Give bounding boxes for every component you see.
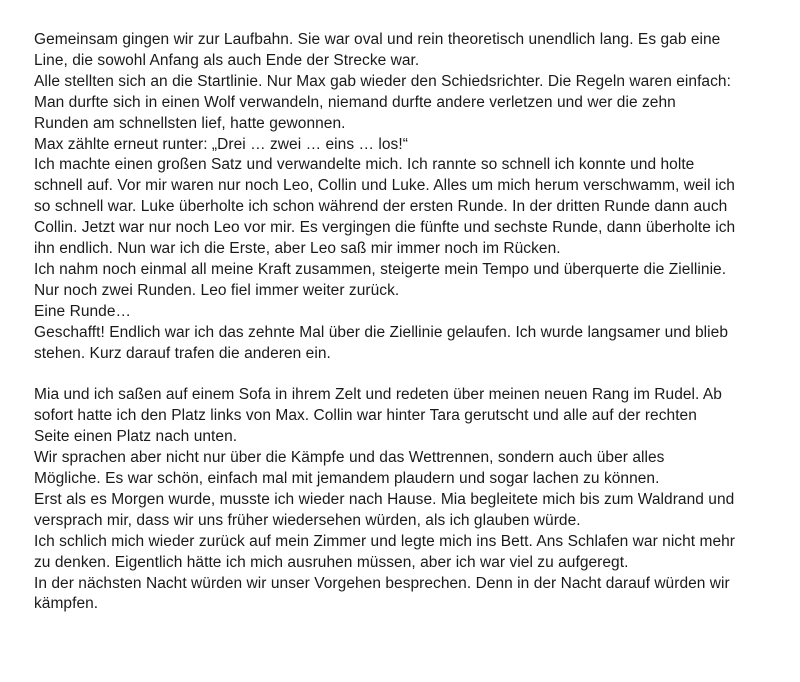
text-line: Gemeinsam gingen wir zur Laufbahn. Sie war oval und rein theoretisch unendlich lang. Es gab eine [34,31,721,48]
text-line: kämpfen. [34,595,99,613]
text-line: Nur noch zwei Runden. Leo fiel immer weiter zurück. [34,281,400,299]
text-line: Line, die sowohl Anfang als auch Ende der Strecke war. [34,51,420,69]
text-line: Mia und ich saßen auf einem Sofa in ihrem Zelt und redeten über meinen neuen Rang im Rudel. Ab [34,386,722,404]
text-line: Erst als es Morgen wurde, musste ich wieder nach Hause. Mia begleitete mich bis zum Waldrand und [34,490,735,508]
text-section-race [34,30,784,365]
text-line: Mögliche. Es war schön, einfach mal mit jemandem plaudern und sogar lachen zu können. [34,470,660,488]
text-line: so schnell war. Luke überholte ich schon während der ersten Runde. In der dritten Runde dann auch [34,198,728,216]
text-line: versprach mir, dass wir uns früher wiedersehen würden, als ich glauben würde. [34,511,581,529]
text-line: Eine Runde… [34,302,132,320]
paragraph-gap [34,365,784,386]
text-line: Ich schlich mich wieder zurück auf mein Zimmer und legte mich ins Bett. Ans Schlafen war nicht mehr [34,532,736,550]
text-line: Collin. Jetzt war nur noch Leo vor mir. Es vergingen die fünfte und sechste Runde, dann überholte ich [34,219,736,237]
text-section-tent [34,385,784,615]
text-line: Alle stellten sich an die Startlinie. Nur Max gab wieder den Schiedsrichter. Die Regeln waren einfach: [34,72,731,90]
document-page [34,30,784,615]
text-line: sofort hatte ich den Platz links von Max. Collin war hinter Tara gerutscht und alle auf der rechten [34,407,697,425]
text-line: Wir sprachen aber nicht nur über die Kämpfe und das Wettrennen, sondern auch über alles [34,449,665,467]
text-line: Ich nahm noch einmal all meine Kraft zusammen, steigerte mein Tempo und überquerte die Ziellinie. [34,260,727,278]
text-line: zu denken. Eigentlich hätte ich mich ausruhen müssen, aber ich war viel zu aufgeregt. [34,553,629,571]
text-line: In der nächsten Nacht würden wir unser Vorgehen besprechen. Denn in der Nacht darauf würden wir [34,574,730,592]
text-line: schnell auf. Vor mir waren nur noch Leo, Collin und Luke. Alles um mich herum verschwamm, weil ich [34,177,735,195]
text-line: Runden am schnellsten lief, hatte gewonnen. [34,114,346,132]
text-line: Geschafft! Endlich war ich das zehnte Mal über die Ziellinie gelaufen. Ich wurde langsamer und blieb [34,323,728,341]
text-line: ihn endlich. Nun war ich die Erste, aber Leo saß mir immer noch im Rücken. [34,240,561,258]
text-line: Man durfte sich in einen Wolf verwandeln, niemand durfte andere verletzen und wer die zehn [34,93,676,111]
text-line: Seite einen Platz nach unten. [34,428,238,446]
text-line: Max zählte erneut runter: „Drei … zwei … eins … los!“ [34,135,408,153]
text-line: Ich machte einen großen Satz und verwandelte mich. Ich rannte so schnell ich konnte und holte [34,156,695,174]
text-line: stehen. Kurz darauf trafen die anderen ein. [34,344,331,362]
